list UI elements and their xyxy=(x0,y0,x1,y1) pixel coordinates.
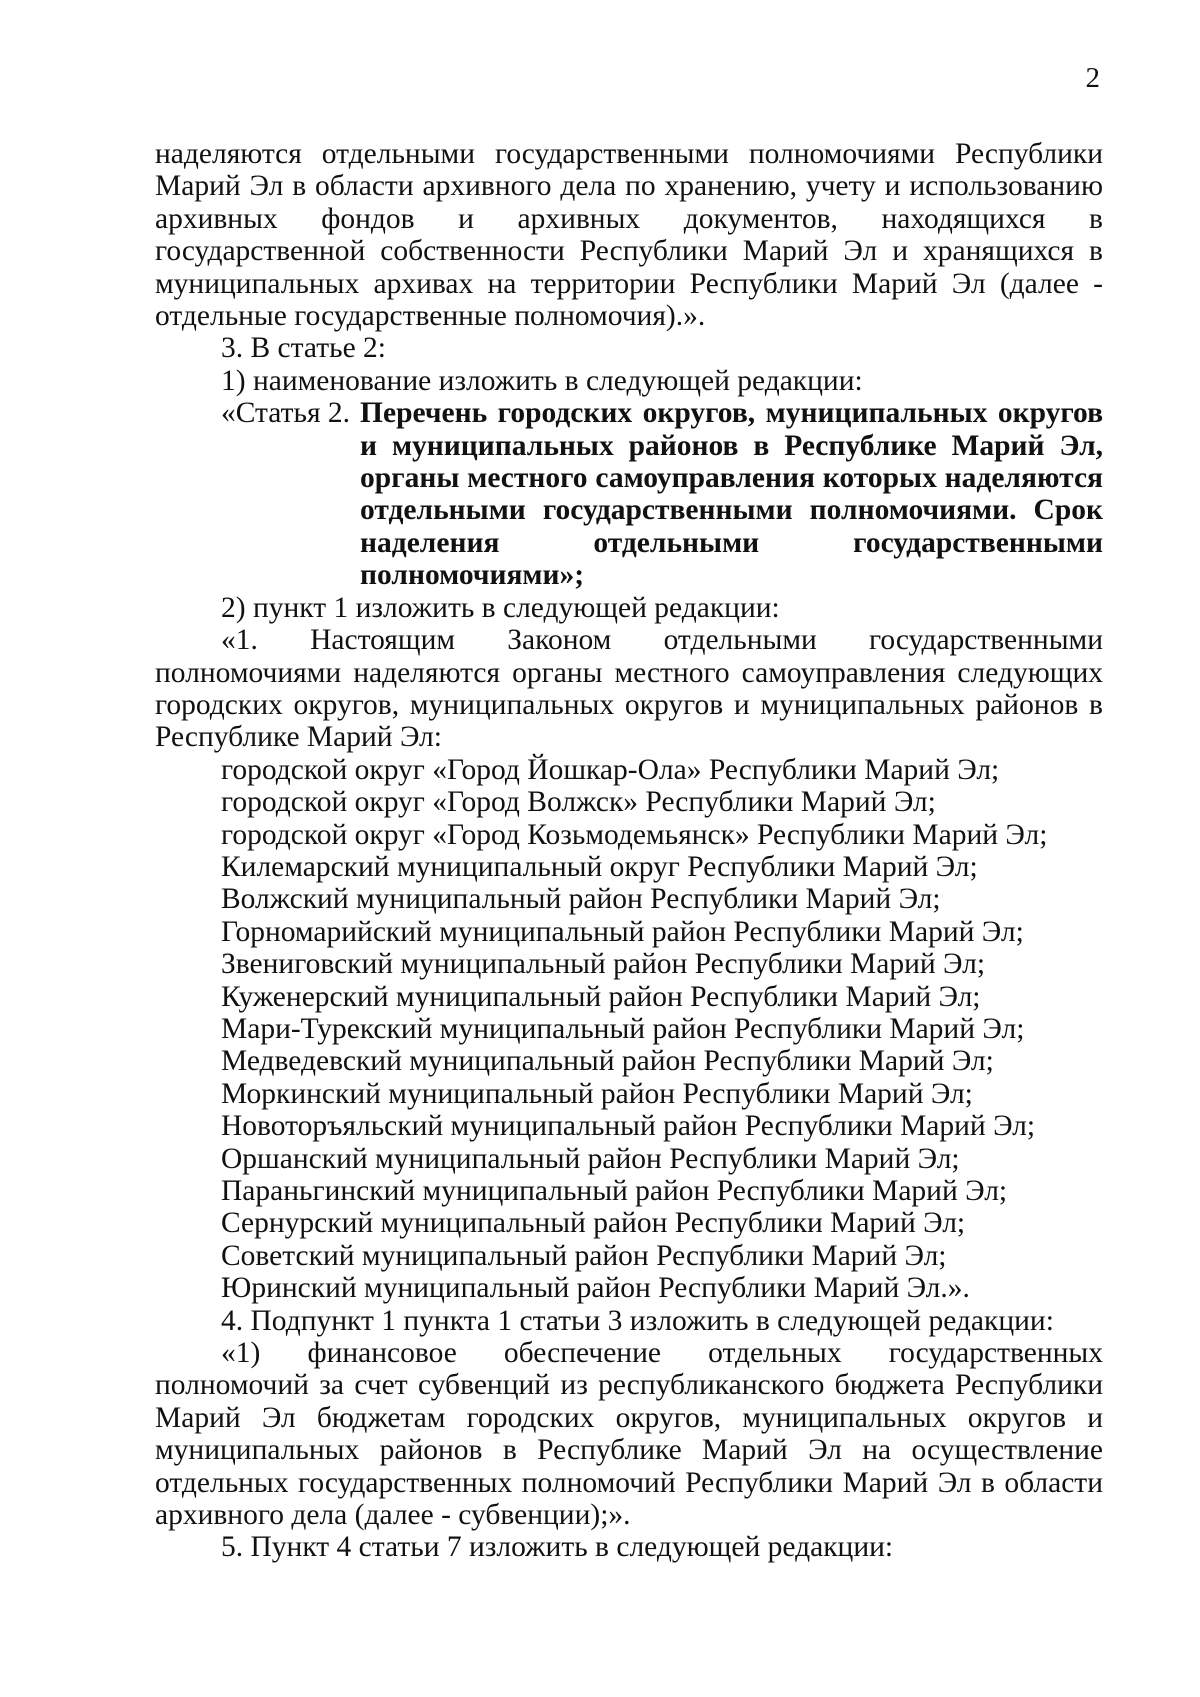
paragraph-subitem-1-text: «1) финансовое обеспечение отдельных государственных полномочий за счет субвенций из республиканского бюджета Республики Марий Эл бюджетам городских округов, муниципальных округов и муниципальных районов в Республике Марий Эл на осуществление отдельных государственных полномочий Республики Марий Эл в области архивного дела (далее - субвенции);». xyxy=(155,1337,1103,1532)
paragraph-clause-1: «1. Настоящим Законом отдельными государственными полномочиями наделяются органы местного самоуправления следующих городских округов, муниципальных округов и муниципальных районов в Республике Марий Эл: xyxy=(155,624,1103,754)
list-item: Моркинский муниципальный район Республики Марий Эл; xyxy=(221,1077,973,1110)
list-item: городской округ «Город Йошкар-Ола» Республики Марий Эл; xyxy=(221,753,1000,786)
list-item: Медведевский муниципальный район Республики Марий Эл; xyxy=(221,1045,994,1078)
list-item: Килемарский муниципальный округ Республики Марий Эл; xyxy=(221,850,978,883)
list-item: Куженерский муниципальный район Республики Марий Эл; xyxy=(221,980,981,1013)
list-item: Волжский муниципальный район Республики Марий Эл; xyxy=(221,883,941,916)
list-item: городской округ «Город Козьмодемьянск» Республики Марий Эл; xyxy=(221,818,1048,851)
paragraph-item-4: 4. Подпункт 1 пункта 1 статьи 3 изложить в следующей редакции: xyxy=(221,1304,1054,1337)
list-item: Юринский муниципальный район Республики Марий Эл.». xyxy=(221,1272,970,1305)
list-item: Советский муниципальный район Республики Марий Эл; xyxy=(221,1239,947,1272)
article-heading-prefix: «Статья 2. xyxy=(221,397,351,430)
list-item: Звениговский муниципальный район Республики Марий Эл; xyxy=(221,948,986,981)
list-item: Сернурский муниципальный район Республики Марий Эл; xyxy=(221,1207,966,1240)
list-item: Новоторъяльский муниципальный район Республики Марий Эл; xyxy=(221,1110,1036,1143)
paragraph-continuation: наделяются отдельными государственными полномочиями Республики Марий Эл в области архивного дела по хранению, учету и использованию архивных фондов и архивных документов, находящихся в государственной собственности Республики Марий Эл и хранящихся в муниципальных архивах на территории Республики Марий Эл (далее - отдельные государственные полномочия).». xyxy=(155,138,1103,333)
article-heading-title: Перечень городских округов, муниципальных округов и муниципальных районов в Республике Марий Эл, органы местного самоуправления которых наделяются отдельными государственными полномочиями. Срок наделения отдельными государственными полномочиями»; xyxy=(360,397,1103,592)
paragraph-subitem-1: 1) наименование изложить в следующей редакции: xyxy=(221,364,863,397)
article-heading xyxy=(155,397,1103,591)
list-item: Оршанский муниципальный район Республики Марий Эл; xyxy=(221,1142,960,1175)
document-body xyxy=(155,138,1103,1564)
list-item: Параньгинский муниципальный район Республики Марий Эл; xyxy=(221,1175,1008,1207)
municipality-list xyxy=(155,754,1103,1305)
paragraph-subitem-2: 2) пункт 1 изложить в следующей редакции: xyxy=(221,591,780,624)
paragraph-item-5: 5. Пункт 4 статьи 7 изложить в следующей редакции: xyxy=(221,1531,894,1564)
list-item: Мари-Турекский муниципальный район Республики Марий Эл; xyxy=(221,1012,1025,1045)
list-item: городской округ «Город Волжск» Республики Марий Эл; xyxy=(221,786,936,819)
page-number: 2 xyxy=(1085,62,1100,94)
paragraph-item-3: 3. В статье 2: xyxy=(221,332,386,365)
list-item: Горномарийский муниципальный район Республики Марий Эл; xyxy=(221,915,1024,948)
